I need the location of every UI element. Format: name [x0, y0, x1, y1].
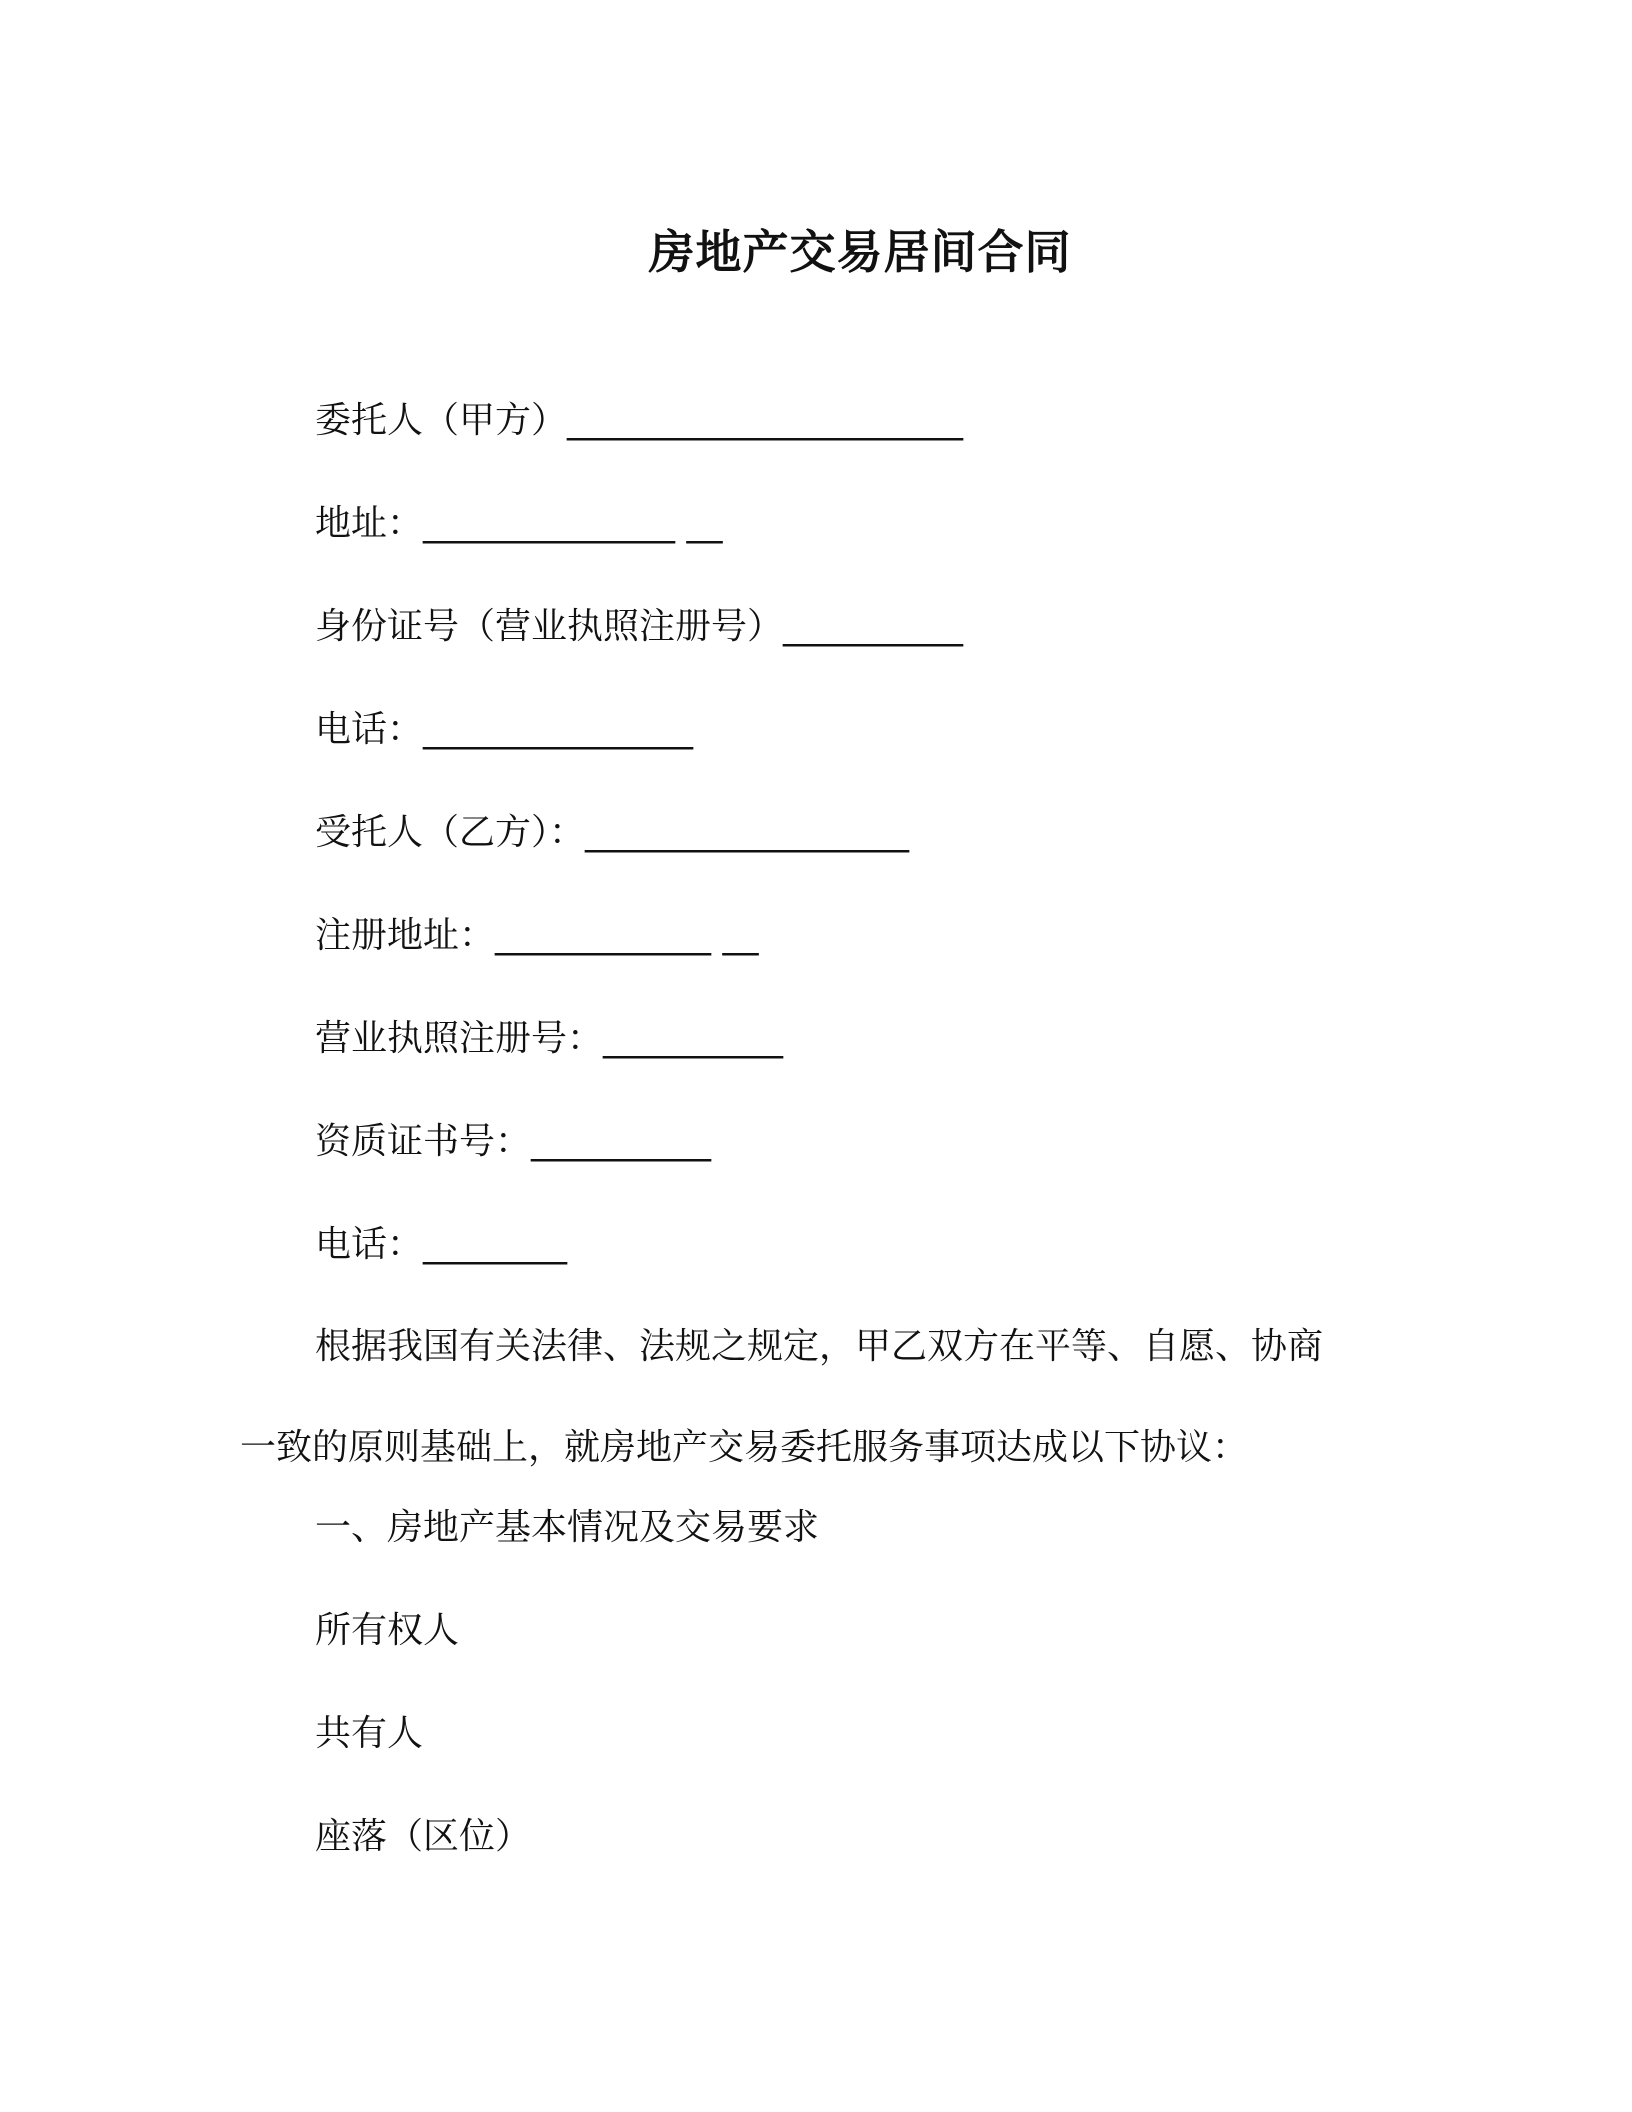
- field-label: 受托人（乙方）：: [315, 812, 586, 853]
- field-label: 营业执照注册号：: [315, 1018, 604, 1059]
- field-qualification-cert: [315, 1118, 711, 1166]
- field-label: 资质证书号：: [315, 1121, 532, 1162]
- field-phone-party-b: [315, 1221, 567, 1269]
- field-blank: _______________: [423, 709, 694, 750]
- field-blank: __________: [531, 1121, 712, 1162]
- field-id-number: [315, 603, 963, 651]
- field-blank: ________: [423, 1224, 568, 1265]
- preamble-line-2: 一致的原则基础上，就房地产交易委托服务事项达成以下协议：: [240, 1427, 1249, 1468]
- section-1-heading: 一、房地产基本情况及交易要求: [315, 1507, 820, 1548]
- field-client-party-a: [315, 397, 963, 445]
- document-title: 房地产交易居间合同: [648, 225, 1072, 279]
- field-blank: ______________________: [567, 400, 964, 441]
- item-co-owner: 共有人: [315, 1713, 424, 1754]
- field-registered-address: [315, 912, 758, 960]
- field-agent-party-b: [315, 809, 909, 857]
- item-owner: 所有权人: [315, 1610, 460, 1651]
- preamble-line-1: 根据我国有关法律、法规之规定，甲乙双方在平等、自愿、协商: [315, 1326, 1324, 1367]
- field-address: [315, 500, 722, 548]
- field-label: 委托人（甲方）: [315, 400, 568, 441]
- item-location: 座落（区位）: [315, 1816, 532, 1857]
- field-label: 电话：: [315, 709, 424, 750]
- field-blank: ______________ __: [423, 503, 723, 544]
- field-phone-party-a: [315, 706, 693, 754]
- field-blank: ____________ __: [495, 915, 759, 956]
- field-blank: __________________: [585, 812, 910, 853]
- field-label: 电话：: [315, 1224, 424, 1265]
- field-blank: __________: [603, 1018, 784, 1059]
- field-business-license: [315, 1015, 783, 1063]
- field-label: 身份证号（营业执照注册号）: [315, 606, 784, 647]
- field-label: 地址：: [315, 503, 424, 544]
- field-blank: __________: [783, 606, 964, 647]
- field-label: 注册地址：: [315, 915, 496, 956]
